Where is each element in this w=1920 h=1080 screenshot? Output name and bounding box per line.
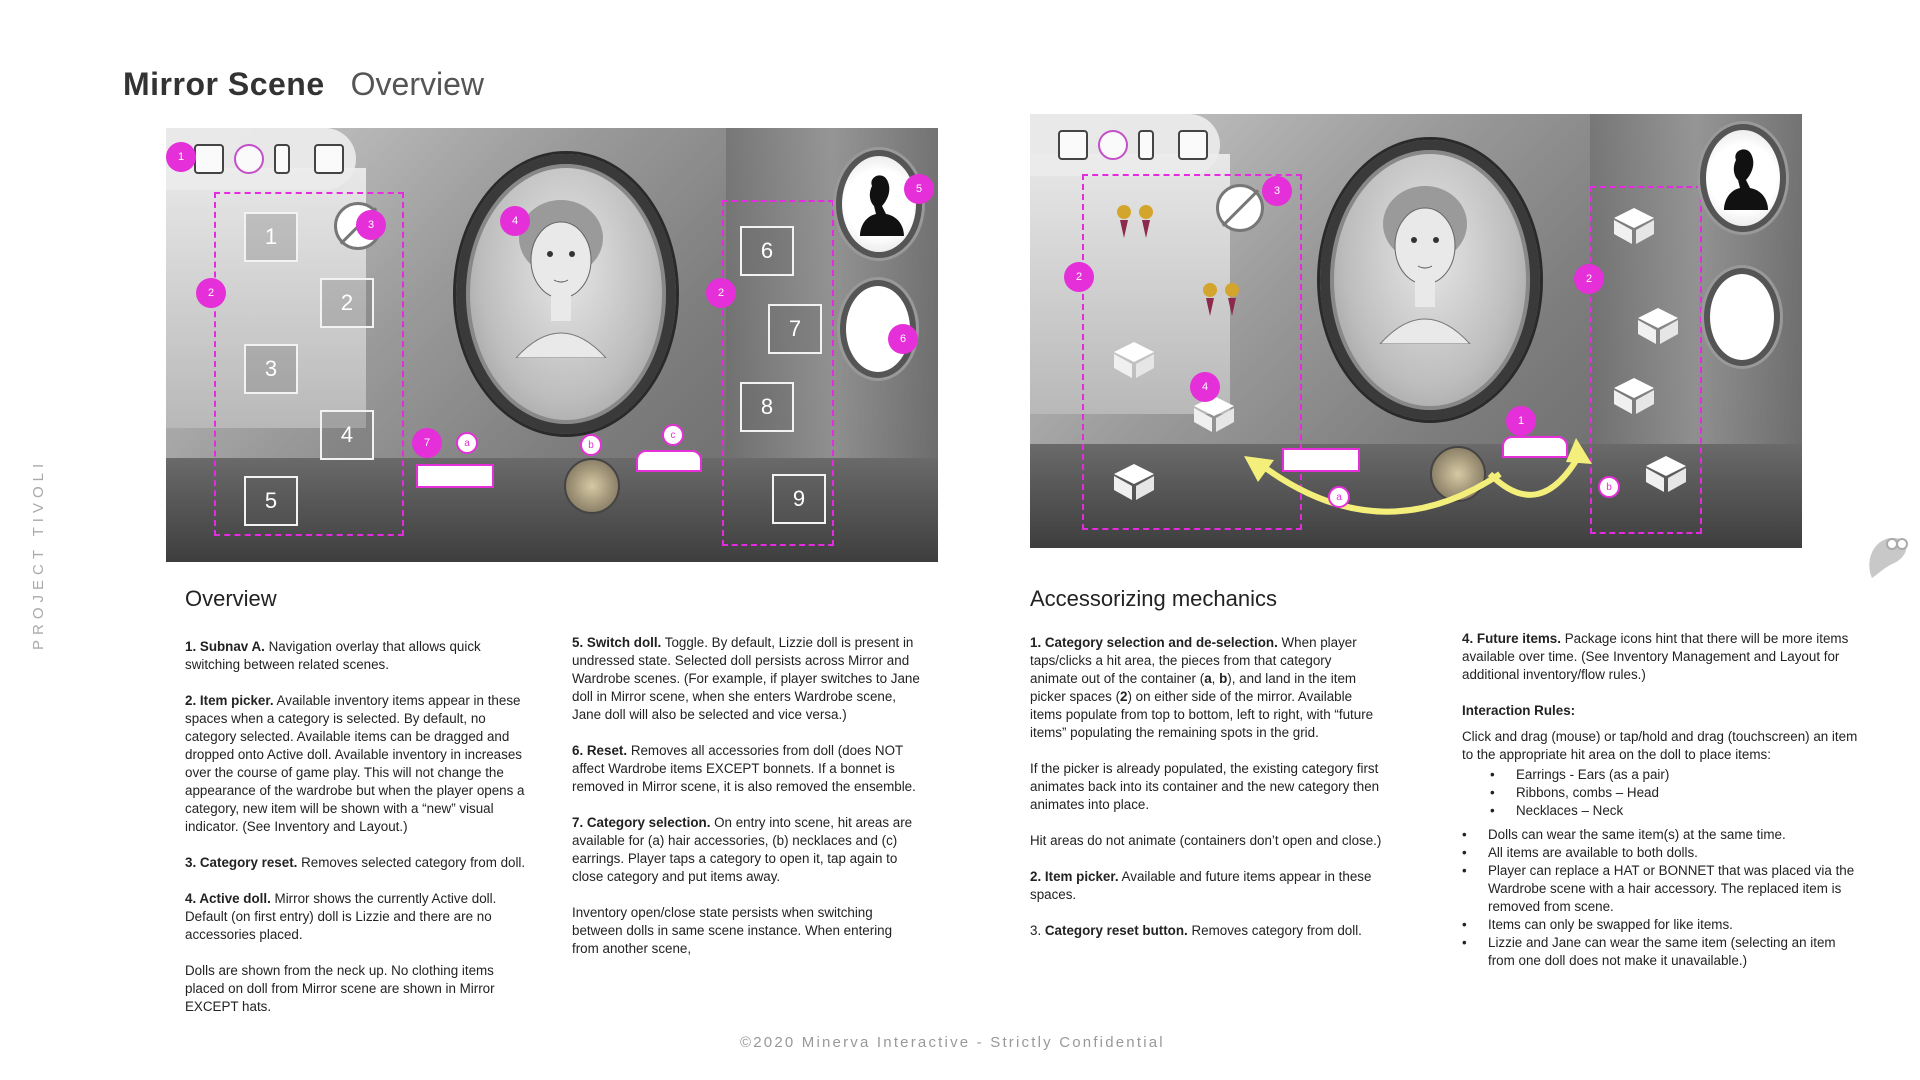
list-item: • Ribbons, combs – Head bbox=[1462, 784, 1862, 802]
list-item: • Earrings - Ears (as a pair) bbox=[1462, 766, 1862, 784]
annotation-marker: 2 bbox=[196, 278, 226, 308]
annotation-marker: 2 bbox=[1574, 264, 1604, 294]
note-item-picker-2: 2. Item picker. Available and future items appear in these spaces. bbox=[1030, 869, 1372, 902]
note-future-items: 4. Future items. Package icons hint that there will be more items available over time. (See Inventory Management and Layout for additional inventory/flow rules.) bbox=[1462, 631, 1849, 682]
note-subnav: 1. Subnav A. Navigation overlay that allows quick switching between related scenes. bbox=[185, 639, 481, 672]
list-item: • Lizzie and Jane can wear the same item (selecting an item from one doll does not make it unavailable.) bbox=[1462, 934, 1862, 970]
mirror-scene-left bbox=[166, 128, 938, 562]
note-inventory-state: Inventory open/close state persists when switching between dolls in same scene instance. When entering from another scene, bbox=[572, 905, 893, 956]
note-item-picker: 2. Item picker. Available inventory items appear in these spaces when a category is selected. By default, no category selected. Available items can be dragged and dropped onto Active doll. Available inventory in increases over the course of game play. This will not change the appearance of the wardrobe but when the player opens a category, new item will be shown with a “new” visual indicator. (See Inventory and Layout.) bbox=[185, 693, 525, 834]
hair-hit-area[interactable] bbox=[416, 464, 494, 488]
future-item-package-icon bbox=[1610, 206, 1658, 246]
annotation-marker: 1 bbox=[166, 142, 196, 172]
subnav-frame-button[interactable] bbox=[1178, 130, 1208, 160]
interaction-rules-list bbox=[1462, 826, 1862, 970]
future-item-package-icon bbox=[1642, 454, 1690, 494]
note-active-doll: 4. Active doll. Mirror shows the currently Active doll. Default (on first entry) doll is Lizzie and there are no accessories placed. bbox=[185, 891, 497, 942]
interaction-rules-intro: Click and drag (mouse) or tap/hold and drag (touchscreen) an item to the appropriate hit area on the doll to place items: bbox=[1462, 729, 1858, 762]
annotation-marker: 6 bbox=[888, 324, 918, 354]
category-letter-marker: b bbox=[580, 434, 602, 456]
category-letter-marker: a bbox=[456, 432, 478, 454]
earrings-icon[interactable] bbox=[1196, 280, 1248, 328]
note-reset: 6. Reset. Removes all accessories from doll (does NOT affect Wardrobe items EXCEPT bonnets. If a bonnet is removed in Mirror scene, it is also removed the ensemble. bbox=[572, 743, 916, 794]
accessorizing-heading: Accessorizing mechanics bbox=[1030, 586, 1277, 611]
lizzie-doll-icon bbox=[1370, 174, 1480, 344]
category-letter-marker: b bbox=[1598, 476, 1620, 498]
annotation-marker: 2 bbox=[706, 278, 736, 308]
picker-slot[interactable]: 4 bbox=[320, 410, 374, 460]
list-item: • Items can only be swapped for like items. bbox=[1462, 916, 1862, 934]
picker-slot[interactable]: 8 bbox=[740, 382, 794, 432]
note-hit-areas: Hit areas do not animate (containers don’t open and close.) bbox=[1030, 833, 1382, 848]
annotation-marker: 3 bbox=[356, 210, 386, 240]
subnav-wardrobe-button[interactable] bbox=[1058, 130, 1088, 160]
overview-column-2 bbox=[572, 634, 922, 976]
note-category-selection: 7. Category selection. On entry into scene, hit areas are available for (a) hair accessories, (b) necklaces and (c) earrings. Player taps a category to open it, tap again to close category and put items away. bbox=[572, 815, 913, 884]
picker-slot[interactable]: 2 bbox=[320, 278, 374, 328]
subnav-mirror-button[interactable] bbox=[234, 144, 264, 174]
future-item-package-icon bbox=[1610, 376, 1658, 416]
animation-arrows bbox=[1240, 434, 1640, 524]
annotation-marker: 7 bbox=[412, 428, 442, 458]
owl-logo-icon bbox=[1862, 528, 1912, 584]
annotation-marker: 5 bbox=[904, 174, 934, 204]
future-item-package-icon bbox=[1634, 306, 1682, 346]
subnav-door-button[interactable] bbox=[274, 144, 290, 174]
subnav-mirror-button[interactable] bbox=[1098, 130, 1128, 160]
reset-all-button[interactable] bbox=[1704, 268, 1780, 366]
side-label bbox=[30, 460, 70, 650]
overview-column-1 bbox=[185, 638, 530, 1034]
annotation-marker: 4 bbox=[500, 206, 530, 236]
earrings-hit-area[interactable] bbox=[636, 450, 702, 472]
picker-slot[interactable]: 3 bbox=[244, 344, 298, 394]
page-title-bold: Mirror Scene bbox=[123, 66, 325, 102]
interaction-rules-heading: Interaction Rules: bbox=[1462, 703, 1576, 718]
note-switch-doll: 5. Switch doll. Toggle. By default, Lizzie doll is present in undressed state. Selected doll persists across Mirror and Wardrobe scenes. (For example, if player switches to Jane doll in Mirror scene, when she enters Wardrobe scene, Jane doll will also be selected and vice versa.) bbox=[572, 635, 920, 722]
subnav-wardrobe-button[interactable] bbox=[194, 144, 224, 174]
accessorizing-column-1 bbox=[1030, 634, 1382, 958]
picker-slot[interactable]: 7 bbox=[768, 304, 822, 354]
note-dolls-neck-up: Dolls are shown from the neck up. No clothing items placed on doll from Mirror scene are shown in Mirror EXCEPT hats. bbox=[185, 963, 495, 1014]
switch-doll-toggle[interactable] bbox=[1700, 124, 1786, 232]
mirror-scene-right bbox=[1030, 114, 1802, 548]
list-item: • Player can replace a HAT or BONNET that was placed via the Wardrobe scene with a hair accessory. The replaced item is removed from scene. bbox=[1462, 862, 1862, 916]
side-label-text: PROJECT TIVOLI bbox=[30, 458, 47, 650]
list-item: • Dolls can wear the same item(s) at the same time. bbox=[1462, 826, 1862, 844]
necklace-box-icon[interactable] bbox=[564, 458, 620, 514]
category-letter-marker: c bbox=[662, 424, 684, 446]
annotation-marker: 1 bbox=[1506, 406, 1536, 436]
item-picker-left bbox=[214, 192, 404, 536]
overview-heading: Overview bbox=[185, 586, 277, 611]
picker-slot[interactable]: 1 bbox=[244, 212, 298, 262]
picker-slot[interactable]: 5 bbox=[244, 476, 298, 526]
note-category-selection-deselection: 1. Category selection and de-selection. When player taps/clicks a hit area, the pieces from that category animate out of the container (a, b), and land in the item picker spaces (2) on either side of the mirror. Available items populate from top to bottom, left to right, with “future items” populating the remaining spots in the grid. bbox=[1030, 635, 1374, 740]
future-item-package-icon bbox=[1110, 340, 1158, 380]
hit-area-list bbox=[1462, 766, 1862, 820]
picker-slot[interactable]: 6 bbox=[740, 226, 794, 276]
category-letter-marker: a bbox=[1328, 486, 1350, 508]
future-item-package-icon bbox=[1110, 462, 1158, 502]
footer-confidential: ©2020 Minerva Interactive - Strictly Confidential bbox=[740, 1034, 1165, 1051]
page-title-light: Overview bbox=[350, 66, 484, 102]
accessorizing-column-2 bbox=[1462, 630, 1862, 970]
list-item: • All items are available to both dolls. bbox=[1462, 844, 1862, 862]
switch-doll-toggle[interactable] bbox=[836, 150, 922, 258]
note-category-reset: 3. Category reset. Removes selected category from doll. bbox=[185, 855, 526, 870]
subnav-frame-button[interactable] bbox=[314, 144, 344, 174]
doll-silhouette-icon bbox=[842, 156, 916, 252]
note-picker-populated: If the picker is already populated, the existing category first animates back into its container and the new category then animates into place. bbox=[1030, 761, 1380, 812]
picker-slot[interactable]: 9 bbox=[772, 474, 826, 524]
annotation-marker: 2 bbox=[1064, 262, 1094, 292]
note-category-reset-button: 3. Category reset button. Removes category from doll. bbox=[1030, 923, 1362, 938]
subnav-door-button[interactable] bbox=[1138, 130, 1154, 160]
category-reset-button[interactable] bbox=[1216, 184, 1264, 232]
annotation-marker: 4 bbox=[1190, 372, 1220, 402]
page-title bbox=[123, 66, 484, 103]
doll-silhouette-icon bbox=[1706, 130, 1780, 226]
earrings-icon[interactable] bbox=[1110, 202, 1162, 250]
annotation-marker: 3 bbox=[1262, 176, 1292, 206]
list-item: • Necklaces – Neck bbox=[1462, 802, 1862, 820]
subnav-overlay bbox=[1030, 114, 1220, 176]
